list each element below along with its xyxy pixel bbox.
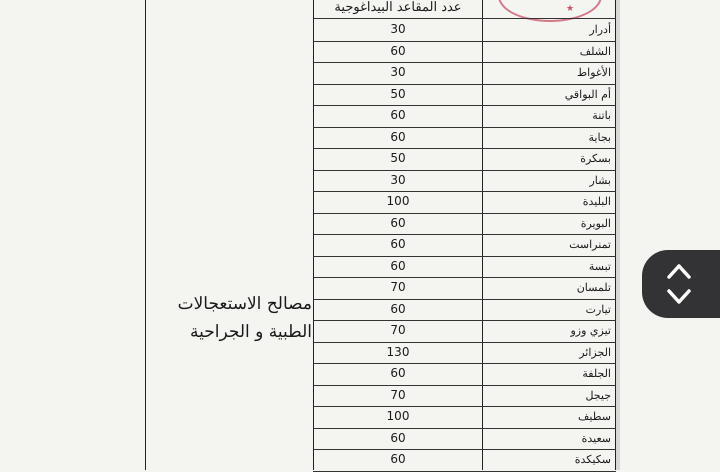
wilaya-cell: سكيكدة bbox=[574, 453, 611, 466]
wilaya-cell: بجاية bbox=[588, 130, 611, 144]
wilaya-cell: باتنة bbox=[592, 109, 611, 122]
table-row bbox=[314, 234, 616, 256]
seats-cell: 70 bbox=[390, 280, 406, 294]
seats-cell: 30 bbox=[390, 65, 406, 79]
table-row bbox=[314, 385, 616, 407]
seats-cell: 60 bbox=[390, 215, 406, 230]
wilaya-cell: أدرار bbox=[589, 23, 611, 36]
seats-cell: 50 bbox=[390, 151, 406, 165]
seats-column-header: عدد المقاعد البيداغوجية bbox=[334, 0, 462, 15]
wilaya-cell: تيزي وزو bbox=[570, 324, 611, 337]
seats-cell: 60 bbox=[390, 258, 406, 273]
table-row bbox=[314, 62, 616, 84]
wilaya-cell: تبسة bbox=[588, 259, 611, 273]
seats-cell: 70 bbox=[390, 323, 406, 337]
seats-cell: 60 bbox=[390, 366, 406, 380]
seats-cell: 60 bbox=[390, 237, 406, 251]
seats-cell: 60 bbox=[390, 301, 406, 316]
seats-cell: 60 bbox=[390, 43, 406, 58]
seats-cell: 60 bbox=[390, 452, 406, 466]
table-row bbox=[314, 256, 616, 278]
wilaya-cell: بشار bbox=[589, 173, 611, 187]
page-nav-widget[interactable] bbox=[642, 250, 720, 318]
table-row bbox=[314, 19, 616, 41]
table-row bbox=[314, 170, 616, 192]
seats-cell: 50 bbox=[390, 86, 406, 101]
table-row bbox=[314, 277, 616, 299]
table-row bbox=[314, 449, 616, 471]
row-divider bbox=[313, 471, 616, 472]
stamp-star-icon: ★ bbox=[566, 4, 575, 14]
table-row bbox=[314, 213, 616, 235]
seats-cell: 30 bbox=[390, 172, 406, 187]
table-border-left bbox=[145, 0, 146, 470]
seats-cell: 130 bbox=[386, 344, 410, 359]
wilaya-cell: تيارت bbox=[585, 302, 611, 316]
seats-cell: 60 bbox=[390, 108, 406, 122]
wilaya-cell: البليدة bbox=[582, 195, 611, 208]
service-label: مصالح الاستعجالات الطبية و الجراحية bbox=[177, 294, 312, 342]
table-row bbox=[314, 320, 616, 342]
table-row bbox=[314, 127, 616, 149]
wilaya-cell: تلمسان bbox=[576, 281, 611, 294]
seats-cell: 60 bbox=[390, 430, 406, 445]
wilaya-cell: بسكرة bbox=[580, 152, 611, 165]
seats-cell: 100 bbox=[386, 409, 410, 423]
table-row bbox=[314, 191, 616, 213]
seats-cell: 60 bbox=[390, 129, 406, 144]
chevron-up-icon[interactable] bbox=[664, 260, 694, 282]
table-row bbox=[314, 406, 616, 428]
table-row bbox=[314, 84, 616, 106]
seats-cell: 100 bbox=[386, 194, 410, 208]
table-row bbox=[314, 428, 616, 450]
table-row bbox=[314, 299, 616, 321]
table-row bbox=[314, 41, 616, 63]
chevron-down-icon[interactable] bbox=[664, 286, 694, 308]
table-row bbox=[314, 148, 616, 170]
table-row bbox=[314, 342, 616, 364]
table-row bbox=[314, 363, 616, 385]
wilaya-cell: جيجل bbox=[585, 388, 611, 402]
wilaya-cell: البويرة bbox=[580, 216, 611, 230]
wilaya-cell: سطيف bbox=[578, 410, 611, 423]
wilaya-cell: الجلفة bbox=[582, 367, 611, 380]
wilaya-cell: أم البواقي bbox=[564, 87, 611, 101]
wilaya-cell: الشلف bbox=[579, 44, 611, 58]
table-row bbox=[314, 105, 616, 127]
seats-cell: 30 bbox=[390, 22, 406, 36]
wilaya-cell: الجزائر bbox=[579, 345, 611, 359]
page-edge bbox=[616, 0, 620, 470]
wilaya-cell: تمنراست bbox=[569, 238, 611, 251]
wilaya-cell: سعيدة bbox=[581, 431, 611, 445]
wilaya-cell: الأغواط bbox=[577, 66, 611, 79]
seats-cell: 70 bbox=[390, 387, 406, 402]
